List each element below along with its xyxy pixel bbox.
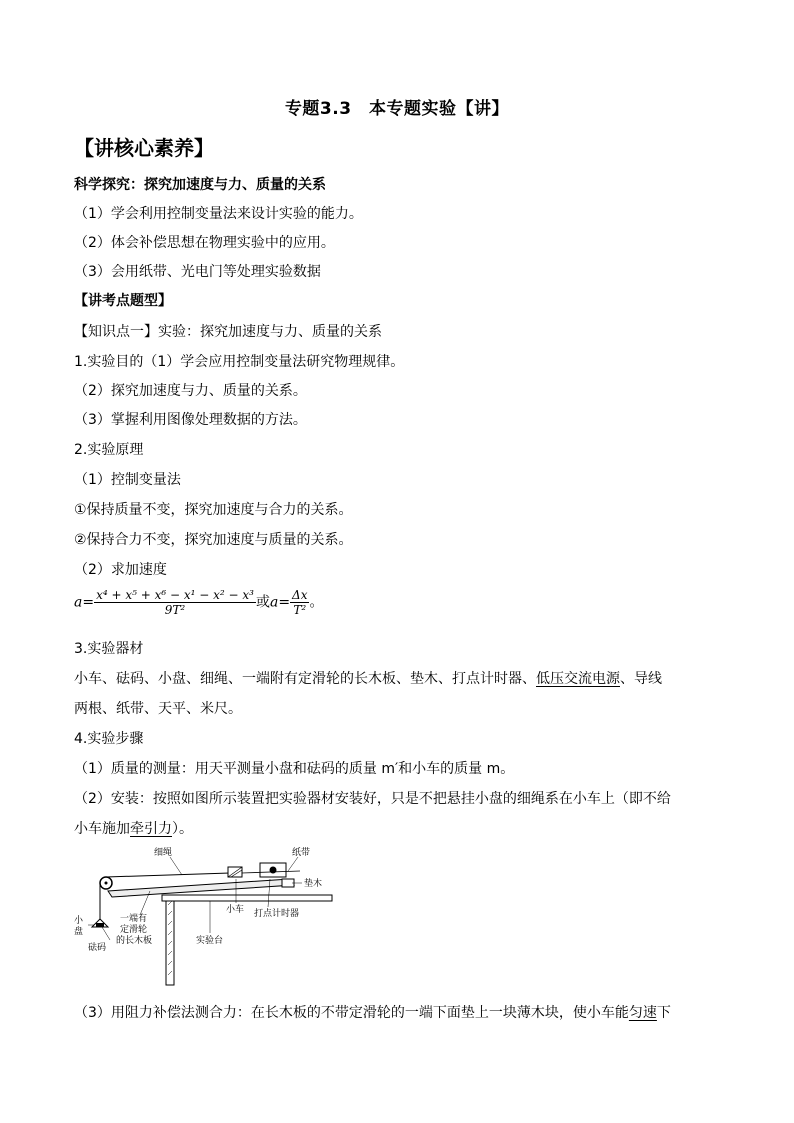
literacy-item: （3）会用纸带、光电门等处理实验数据 bbox=[74, 264, 321, 280]
exam-points-heading: 【讲考点题型】 bbox=[74, 293, 172, 309]
step-line bbox=[74, 820, 193, 838]
formula-fraction bbox=[94, 588, 256, 617]
step-text: 下 bbox=[656, 1005, 671, 1021]
step-text: ）。 bbox=[172, 821, 193, 837]
equipment-heading: 3.实验器材 bbox=[74, 641, 144, 657]
label-board-2: 定滑轮 bbox=[120, 925, 148, 935]
step-text: 小车施加 bbox=[74, 821, 130, 837]
literacy-heading: 科学探究：探究加速度与力、质量的关系 bbox=[74, 177, 326, 193]
formula-numerator-2: Δx bbox=[292, 588, 308, 602]
purpose-line: （3）掌握利用图像处理数据的方法。 bbox=[74, 412, 307, 428]
label-cart: 小车 bbox=[226, 905, 245, 915]
formula-lhs-2: a= bbox=[269, 594, 291, 611]
literacy-item: （1）学会利用控制变量法来设计实验的能力。 bbox=[74, 206, 363, 222]
page-title: 专题3.3 本专题实验【讲】 bbox=[284, 99, 510, 119]
label-table: 实验台 bbox=[196, 936, 224, 946]
acceleration-formula bbox=[74, 588, 323, 628]
formula-denominator-2: T² bbox=[293, 603, 307, 617]
equipment-line bbox=[74, 670, 662, 688]
label-rope: 细绳 bbox=[154, 848, 173, 858]
step-line: （2）安装：按照如图所示装置把实验器材安装好，只是不把悬挂小盘的细绳系在小车上（即不给 bbox=[74, 791, 671, 807]
formula-lhs: a= bbox=[74, 594, 95, 611]
label-timer: 打点计时器 bbox=[254, 909, 300, 919]
label-block: 垫木 bbox=[304, 879, 323, 889]
formula-or: 或 bbox=[255, 594, 270, 611]
principle-line: ②保持合力不变，探究加速度与质量的关系。 bbox=[74, 532, 353, 548]
core-literacy-heading: 【讲核心素养】 bbox=[74, 136, 214, 160]
equipment-text: 小车、砝码、小盘、细绳、一端附有定滑轮的长木板、垫木、打点计时器、 bbox=[74, 671, 536, 687]
knowledge-heading: 【知识点一】实验：探究加速度与力、质量的关系 bbox=[74, 324, 382, 340]
formula-denominator: 9T² bbox=[164, 603, 186, 617]
label-board-1: 一端有 bbox=[120, 914, 148, 924]
step-line bbox=[74, 1004, 671, 1022]
equipment-underlined: 低压交流电源 bbox=[536, 671, 620, 687]
step-underlined: 匀速 bbox=[628, 1005, 657, 1021]
principle-line: （2）求加速度 bbox=[74, 562, 167, 578]
step-underlined: 牵引力 bbox=[130, 821, 172, 837]
step-text: （3）用阻力补偿法测合力：在长木板的不带定滑轮的一端下面垫上一块薄木块，使小车能 bbox=[74, 1005, 629, 1021]
apparatus-diagram bbox=[70, 845, 340, 990]
formula-end: 。 bbox=[309, 594, 324, 611]
principle-line: （1）控制变量法 bbox=[74, 472, 181, 488]
formula-numerator: x⁴ + x⁵ + x⁶ − x¹ − x² − x³ bbox=[96, 588, 254, 602]
label-pan-1: 小 bbox=[74, 916, 84, 926]
purpose-line: 1.实验目的（1）学会应用控制变量法研究物理规律。 bbox=[74, 354, 405, 370]
label-board-3: 的长木板 bbox=[116, 936, 153, 946]
step-line: （1）质量的测量：用天平测量小盘和砝码的质量 m′和小车的质量 m。 bbox=[74, 761, 515, 777]
steps-heading: 4.实验步骤 bbox=[74, 731, 144, 747]
label-tape: 纸带 bbox=[292, 848, 311, 858]
principle-line: ①保持质量不变，探究加速度与合力的关系。 bbox=[74, 502, 353, 518]
label-weights: 砝码 bbox=[88, 943, 107, 953]
formula-fraction-2 bbox=[290, 588, 309, 617]
purpose-line: （2）探究加速度与力、质量的关系。 bbox=[74, 383, 307, 399]
equipment-text: 、导线 bbox=[620, 671, 662, 687]
label-pan-2: 盘 bbox=[74, 927, 84, 937]
principle-heading: 2.实验原理 bbox=[74, 442, 144, 458]
equipment-line: 两根、纸带、天平、米尺。 bbox=[74, 701, 242, 717]
literacy-item: （2）体会补偿思想在物理实验中的应用。 bbox=[74, 235, 335, 251]
